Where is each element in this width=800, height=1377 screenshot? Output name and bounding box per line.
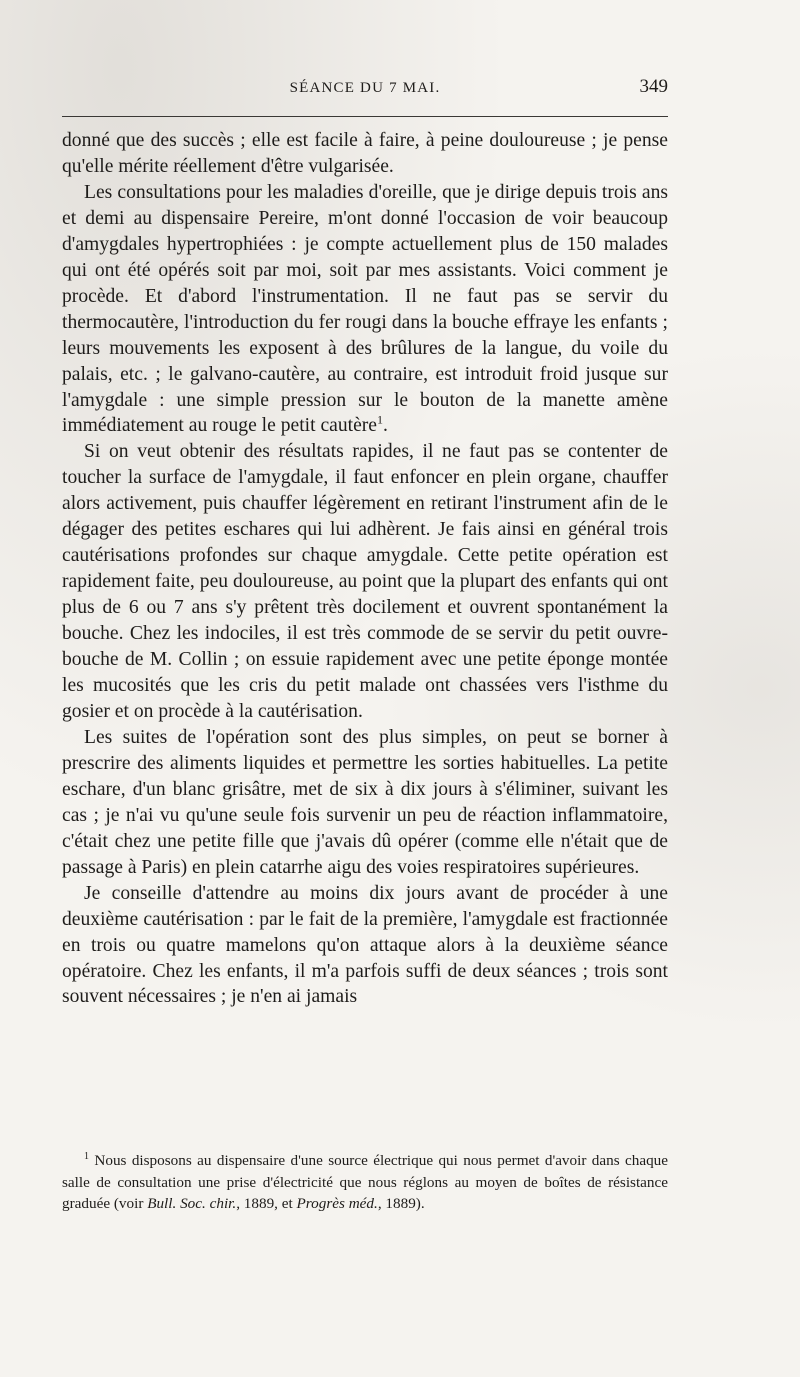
footnote-text [62,1150,668,1215]
footnote [62,1150,668,1215]
paragraph-2 [62,180,668,440]
paragraph-4: Les suites de l'opération sont des plus simples, on peut se borner à prescrire des aliments liquides et permettre les sorties habituelles. La petite eschare, d'un blanc grisâtre, met de six à dix jours à s'éliminer, suivant les cas ; je n'ai vu qu'une seule fois survenir un peu de réaction inflammatoire, c'était chez une petite fille que j'avais dû opérer (comme elle n'était que de passage à Paris) en plein catarrhe aigu des voies respiratoires supérieures. [62,726,668,878]
header-rule [62,116,668,117]
footnote-text-c: , 1889). [377,1195,425,1212]
main-text [62,128,668,1010]
paragraph-2-end: . [383,415,388,437]
footnote-text-b: , 1889, et [236,1195,297,1212]
footnote-text-a: Nous disposons au dispensaire d'une source électrique qui nous permet d'avoir dans chaque salle de consultation une prise d'électricité que nous réglons au moyen de boîtes de résistance graduée (voir [62,1152,668,1212]
page-number: 349 [639,76,668,97]
paragraph-2-text: Les consultations pour les maladies d'oreille, que je dirige depuis trois ans et demi au dispensaire Pereire, m'ont donné l'occasion de voir beaucoup d'amygdales hypertrophiées : je compte actuellement plus de 150 malades qui ont été opérés soit par moi, soit par mes assistants. Voici comment je procède. Et d'abord l'instrumentation. Il ne faut pas se servir du thermocautère, l'introduction du fer rougi dans la bouche effraye les enfants ; leurs mouvements les exposent à des brûlures de la langue, du voile du palais, etc. ; le galvano-cautère, au contraire, est introduit froid jusque sur l'amygdale : une simple pression sur le bouton de la manette amène immédiatement au rouge le petit cautère [62,181,668,437]
paragraph-3: Si on veut obtenir des résultats rapides, il ne faut pas se contenter de toucher la surface de l'amygdale, il faut enfoncer en plein organe, chauffer alors activement, puis chauffer légèrement en retirant l'instrument afin de le dégager des petites eschares qui lui adhèrent. Je fais ainsi en général trois cautérisations profondes sur chaque amygdale. Cette petite opération est rapidement faite, peu douloureuse, au point que la plupart des enfants qui ont plus de 6 ou 7 ans s'y prêtent très docilement et ouvrent spontanément la bouche. Chez les indociles, il est très commode de se servir du petit ouvre-bouche de M. Collin ; on essuie rapidement avec une petite éponge montée les mucosités que les cris du petit malade ont chassées vers l'isthme du gosier et on procède à la cautérisation. [62,441,668,722]
paragraph-5: Je conseille d'attendre au moins dix jours avant de procéder à une deuxième cautérisation : par le fait de la première, l'amygdale est fractionnée en trois ou quatre mamelons qu'on attaque alors à la deuxième séance opératoire. Chez les enfants, il m'a parfois suffi de deux séances ; trois sont souvent nécessaires ; je n'en ai jamais [62,882,668,1008]
footnote-ref-bull: Bull. Soc. chir. [147,1195,237,1212]
running-title: SÉANCE DU 7 MAI. [289,80,441,96]
footnote-ref-progres: Progrès méd. [296,1195,378,1212]
page-header [62,76,668,104]
footnote-reference: 1 [377,412,383,427]
footnote-marker: 1 [84,1150,89,1162]
paragraph-1: donné que des succès ; elle est facile à faire, à peine douloureuse ; je pense qu'elle mérite réellement d'être vulgarisée. [62,130,668,177]
